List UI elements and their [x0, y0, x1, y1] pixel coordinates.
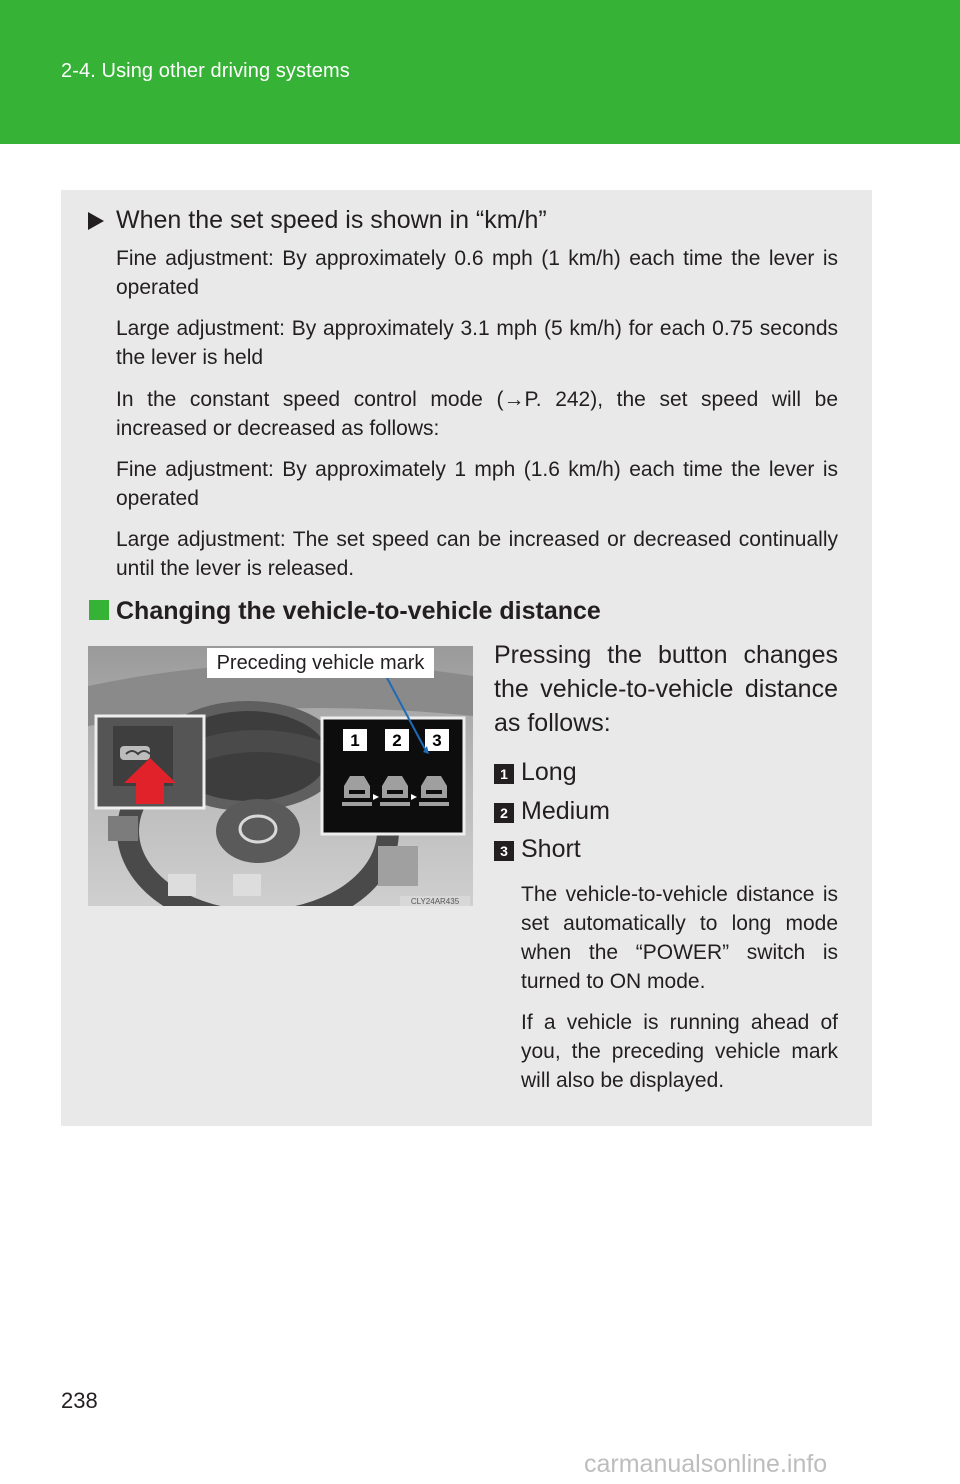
paragraph-fine-mph: Fine adjustment: By approximately 1 mph (1.6 km/h) each time the lever is operated: [116, 458, 838, 510]
option-number-3: 3: [494, 841, 514, 861]
display-number-1: 1: [350, 731, 360, 750]
section-title: 2-4. Using other driving systems: [61, 60, 350, 82]
paragraph-constant-mode: In the constant speed control mode (→P. 242), the set speed will be increased or decreased as follows:: [116, 388, 838, 440]
watermark: carmanualsonline.info: [584, 1450, 828, 1478]
paragraph-fine-kmh: Fine adjustment: By approximately 0.6 mph (1 km/h) each time the lever is operated: [116, 247, 838, 299]
display-number-3: 3: [432, 731, 442, 750]
callout-preceding-vehicle-mark: Preceding vehicle mark: [207, 648, 434, 678]
note-preceding-vehicle: If a vehicle is running ahead of you, the preceding vehicle mark will also be displayed.: [521, 1011, 838, 1092]
paragraph-large-kmh: Large adjustment: By approximately 3.1 mph (5 km/h) for each 0.75 seconds the lever is held: [116, 317, 838, 369]
page-number: 238: [61, 1388, 98, 1413]
option-number-2: 2: [494, 803, 514, 823]
option-short: Short: [521, 835, 581, 863]
paragraph-large-mph: Large adjustment: The set speed can be increased or decreased continually until the lever is released.: [116, 528, 838, 580]
option-number-1: 1: [494, 764, 514, 784]
subheading-square-icon: [89, 600, 109, 620]
option-medium: Medium: [521, 797, 610, 825]
cockpit-illustration: [88, 646, 473, 906]
subheading: Changing the vehicle-to-vehicle distance: [116, 597, 601, 625]
lead-heading: When the set speed is shown in “km/h”: [116, 206, 547, 234]
distance-intro: Pressing the button changes the vehicle-to-vehicle distance as follows:: [494, 641, 838, 737]
option-long: Long: [521, 758, 577, 786]
bullet-triangle-icon: [88, 212, 104, 230]
display-number-2: 2: [392, 731, 402, 750]
note-default-distance: The vehicle-to-vehicle distance is set automatically to long mode when the “POWER” switch is turned to ON mode.: [521, 883, 838, 993]
figure-code: CLY24AR435: [410, 897, 460, 906]
chapter-header: [0, 0, 960, 144]
